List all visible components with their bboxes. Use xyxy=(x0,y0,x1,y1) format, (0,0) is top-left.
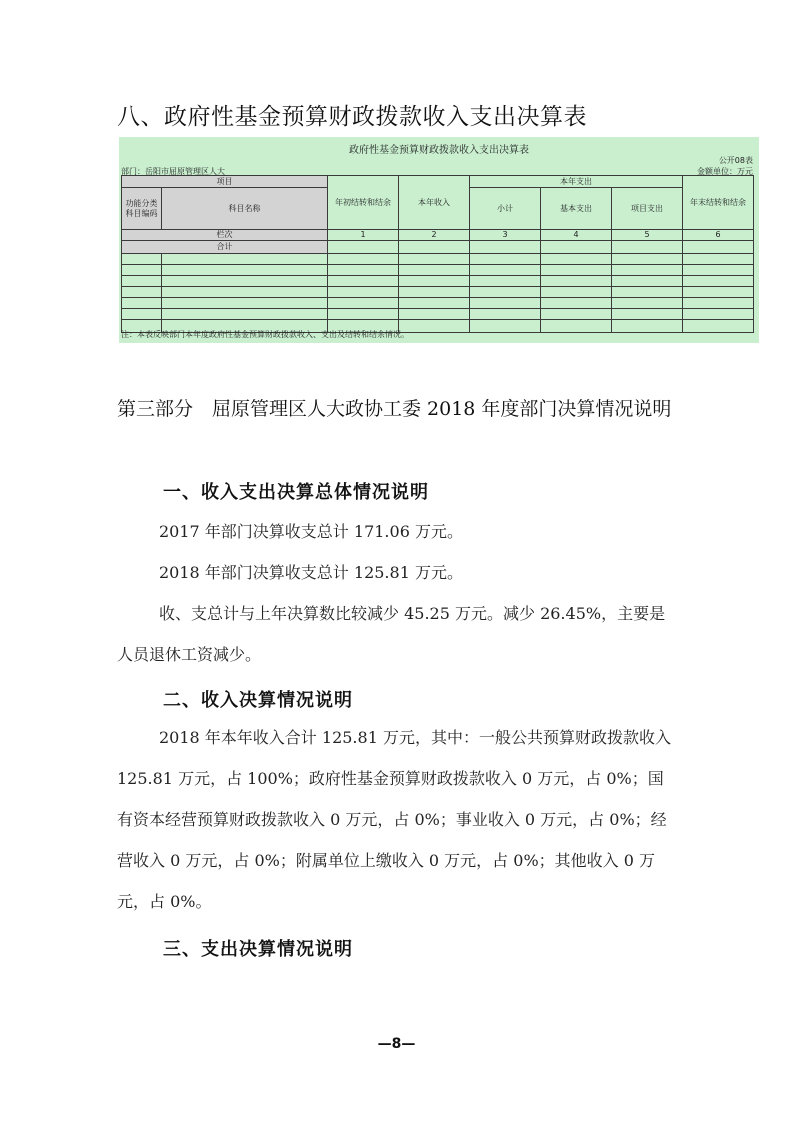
header-income: 本年收入 xyxy=(399,176,470,230)
index-cell: 3 xyxy=(470,230,541,241)
index-cell: 1 xyxy=(328,230,399,241)
paragraph-income: 2018 年本年收入合计 125.81 万元，其中：一般公共预算财政拨款收入 125.81 万元，占 100%；政府性基金预算财政拨款收入 0 万元，占 0%；国有资本经营预算财政拨款收入 0 万元，占 0%；事业收入 0 万元，占 0%；经营收入 0 万元，占 0%；附属单位上缴收入 0 万元，占 0%；其他收入 0 万元，占 0%。 xyxy=(117,728,671,911)
total-label: 合计 xyxy=(122,241,328,254)
table-cell xyxy=(612,241,683,254)
fund-budget-table xyxy=(119,137,759,343)
index-cell: 2 xyxy=(399,230,470,241)
table-row xyxy=(122,298,754,309)
row-index-label: 栏次 xyxy=(122,230,328,241)
table-department: 部门：岳阳市屈原管理区人大 xyxy=(121,167,225,176)
header-project: 项目 xyxy=(122,176,328,188)
header-expense: 本年支出 xyxy=(470,176,683,188)
table-cell xyxy=(328,241,399,254)
table-row xyxy=(122,265,754,276)
header-func-code: 功能分类科目编码 xyxy=(122,188,162,230)
table-cell xyxy=(683,241,754,254)
header-end-balance: 年末结转和结余 xyxy=(683,176,754,230)
paragraph-2018-total: 2018 年部门决算收支总计 125.81 万元。 xyxy=(159,563,463,582)
table-unit: 金额单位：万元 xyxy=(697,167,753,176)
part-title: 第三部分 屈原管理区人大政协工委 2018 年度部门决算情况说明 xyxy=(117,398,672,420)
table-grid xyxy=(121,175,754,333)
table-row xyxy=(122,276,754,287)
index-cell: 5 xyxy=(612,230,683,241)
page-number: —8— xyxy=(377,1036,416,1052)
table-note: 注：本表反映部门本年度政府性基金预算财政拨款收入、支出及结转和结余情况。 xyxy=(121,330,409,339)
table-cell xyxy=(541,241,612,254)
paragraph-comparison: 收、支总计与上年决算数比较减少 45.25 万元。减少 26.45%，主要是人员退休工资减少。 xyxy=(117,604,666,664)
header-subtotal: 小计 xyxy=(470,188,541,230)
table-title: 政府性基金预算财政拨款收入支出决算表 xyxy=(349,145,529,156)
header-begin-balance: 年初结转和结余 xyxy=(328,176,399,230)
table-code: 公开08表 xyxy=(718,156,753,165)
table-cell xyxy=(470,241,541,254)
heading-income: 二、收入决算情况说明 xyxy=(163,690,353,711)
header-project-expense: 项目支出 xyxy=(612,188,683,230)
section-title: 八、政府性基金预算财政拨款收入支出决算表 xyxy=(117,104,587,130)
total-row xyxy=(122,241,754,254)
table-row xyxy=(122,287,754,298)
header-subject-name: 科目名称 xyxy=(162,188,328,230)
header-basic: 基本支出 xyxy=(541,188,612,230)
paragraph-2017-total: 2017 年部门决算收支总计 171.06 万元。 xyxy=(159,522,463,541)
heading-overall: 一、收入支出决算总体情况说明 xyxy=(163,482,429,503)
index-cell: 4 xyxy=(541,230,612,241)
index-cell: 6 xyxy=(683,230,754,241)
table-row xyxy=(122,254,754,265)
heading-expense: 三、支出决算情况说明 xyxy=(163,939,353,960)
table-cell xyxy=(399,241,470,254)
table-row xyxy=(122,309,754,320)
